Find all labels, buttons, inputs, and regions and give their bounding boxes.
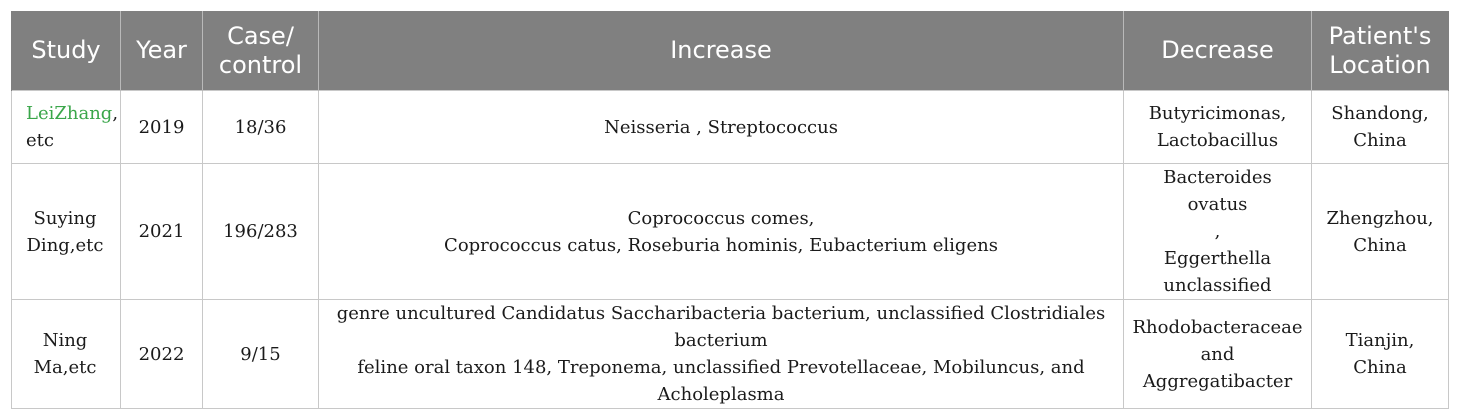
study-suffix: , (112, 103, 119, 124)
increase-line1: genre uncultured Candidatus Saccharibacteria bacterium, unclassified Clostridiales bacterium (336, 303, 1106, 351)
study-line1: Ning (42, 330, 88, 351)
header-case-control (203, 11, 319, 91)
study-line1 (26, 100, 119, 127)
cell-case-control: 18/36 (203, 91, 319, 164)
header-study: Study (12, 11, 121, 91)
table-row (12, 91, 1449, 164)
cell-decrease (1124, 164, 1312, 300)
cell-decrease (1124, 300, 1312, 409)
cell-location (1312, 300, 1449, 409)
decrease-line3: Eggerthella (1163, 248, 1272, 269)
decrease-line1: Rhodobacteraceae (1132, 316, 1303, 338)
cell-study (12, 300, 121, 409)
header-case-control-line1: Case/ (227, 21, 294, 50)
decrease-line2: , (1214, 221, 1221, 242)
study-line1: Suying (33, 207, 97, 229)
decrease-line4: unclassified (1163, 275, 1272, 296)
header-location-line1: Patient's (1328, 21, 1432, 50)
location-line1: Zhengzhou, (1326, 207, 1434, 229)
cell-year: 2022 (121, 300, 203, 409)
table-row (12, 164, 1449, 300)
header-year: Year (121, 11, 203, 91)
location-line2: China (1353, 234, 1407, 256)
header-case-control-line2: control (218, 50, 303, 79)
study-line2: Ding,etc (26, 234, 104, 256)
cell-location (1312, 164, 1449, 300)
cell-case-control: 9/15 (203, 300, 319, 409)
increase-line1: Neisseria , Streptococcus (604, 116, 838, 138)
header-location (1312, 11, 1449, 91)
decrease-line1: Bacteroides ovatus (1163, 167, 1272, 215)
cell-increase (319, 164, 1124, 300)
cell-case-control: 196/283 (203, 164, 319, 300)
cell-increase (319, 91, 1124, 164)
cell-year: 2019 (121, 91, 203, 164)
location-line1: Shandong, (1331, 103, 1429, 124)
table-row (12, 300, 1449, 409)
cell-decrease (1124, 91, 1312, 164)
author-link[interactable]: LeiZhang (26, 103, 113, 124)
cell-location (1312, 91, 1449, 164)
table-header-row (12, 11, 1449, 91)
cell-increase (319, 300, 1124, 409)
increase-line1: Coprococcus comes, (627, 207, 815, 229)
header-increase: Increase (319, 11, 1124, 91)
cell-study (12, 91, 121, 164)
header-location-line2: Location (1329, 50, 1431, 79)
cell-study (12, 164, 121, 300)
location-line2: China (1353, 130, 1407, 151)
increase-line2: feline oral taxon 148, Treponema, unclassified Prevotellaceae, Mobiluncus, and Acholeplasma (357, 357, 1085, 405)
study-line2: etc (26, 130, 54, 151)
decrease-line2: Lactobacillus (1156, 130, 1279, 151)
study-comparison-table (11, 11, 1449, 409)
decrease-line3: Aggregatibacter (1142, 370, 1293, 392)
decrease-line1: Butyricimonas, (1148, 103, 1287, 124)
study-line2: Ma,etc (33, 357, 97, 378)
header-decrease: Decrease (1124, 11, 1312, 91)
cell-year: 2021 (121, 164, 203, 300)
decrease-line2: and (1200, 343, 1235, 365)
location-line1: Tianjin, (1345, 330, 1415, 351)
increase-line2: Coprococcus catus, Roseburia hominis, Eubacterium eligens (444, 234, 998, 256)
location-line2: China (1353, 357, 1407, 378)
